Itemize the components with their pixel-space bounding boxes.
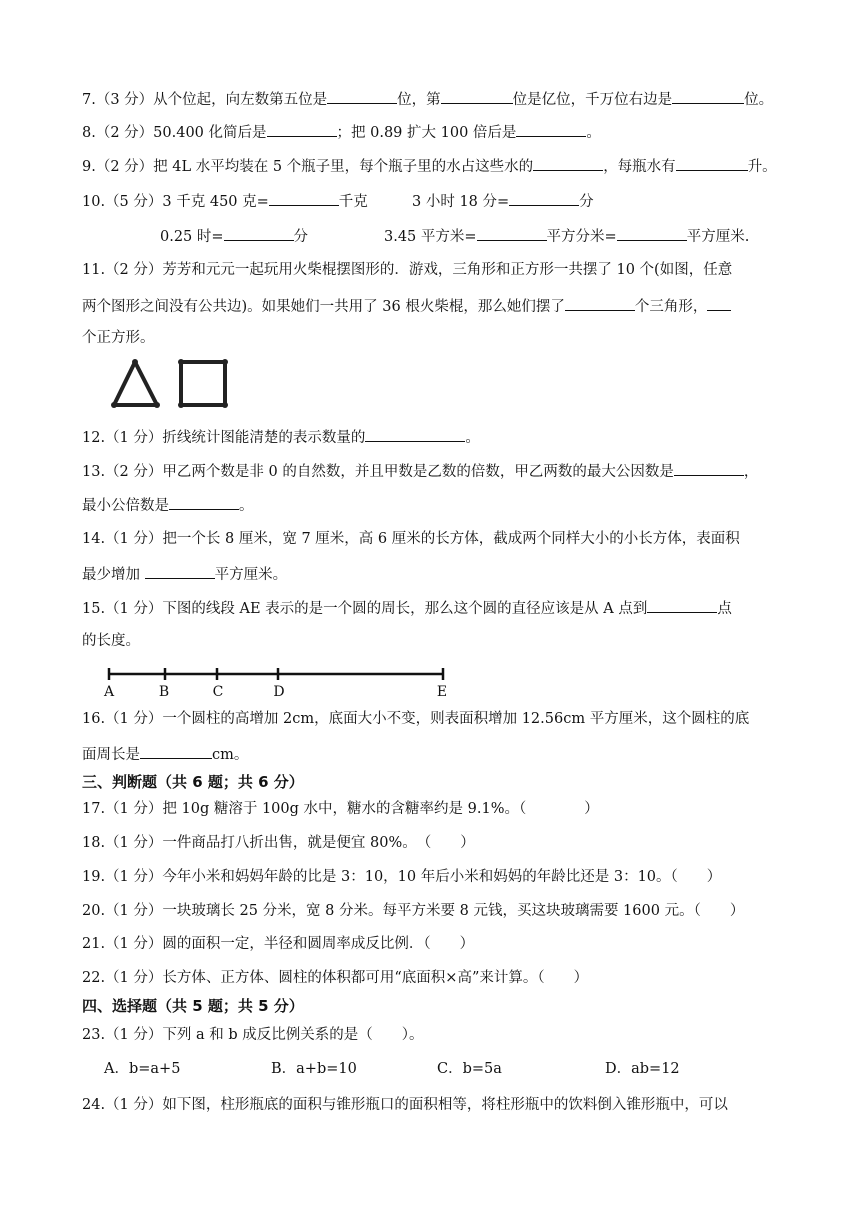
q10-text-h: 平方分米= [546,229,617,245]
segment-label-d: D [273,684,285,700]
option-c[interactable]: C．b=5a [437,1061,502,1077]
q9-text-c: 升。 [747,159,777,175]
option-a[interactable]: A．b=a+5 [104,1061,181,1077]
answer-blank[interactable] [477,225,547,241]
answer-blank[interactable] [674,460,744,476]
answer-blank[interactable] [140,743,212,759]
question-11-line1 [82,260,732,280]
answer-blank[interactable] [169,494,239,510]
question-7 [82,88,773,110]
matchstick-triangle [114,362,157,405]
q10-text-c: 3 小时 18 分= [412,194,510,210]
question-10-row2 [160,225,308,247]
question-16-line1 [82,709,749,729]
q7-text-d: 位。 [744,92,774,108]
question-15-line1 [82,597,732,619]
answer-blank[interactable] [533,155,603,171]
answer-blank[interactable] [565,295,635,311]
question-17: 17.（1 分）把 10g 糖溶于 100g 水中，糖水的含糖率约是 9.1%。（ ） [82,801,599,817]
q10-text-e: 0.25 时= [160,229,224,245]
answer-blank[interactable] [676,155,748,171]
q11-text-b: 两个图形之间没有公共边)。如果她们一共用了 36 根火柴棍，那么她们摆了 [82,299,565,315]
q14-text-c: 平方厘米。 [214,567,288,583]
q10-text-f: 分 [293,229,309,245]
answer-blank[interactable] [327,88,397,104]
q16-text-b: 面周长是 [82,747,140,763]
q7-text-b: 位，第 [397,92,441,108]
option-b[interactable]: B．a+b=10 [271,1061,357,1077]
segment-ae-figure [100,664,450,700]
question-14-line2 [82,563,287,585]
q15-text-c: 的长度。 [82,633,140,649]
question-11-line2 [82,295,731,317]
q9-text-a: 9.（2 分）把 4L 水平均装在 5 个瓶子里，每个瓶子里的水占这些水的 [82,159,534,175]
question-13-line1 [82,460,758,482]
option-d[interactable]: D．ab=12 [605,1061,680,1077]
question-9 [82,155,777,177]
q10-text-b: 千克 [338,194,368,210]
question-10-row1 [82,190,368,212]
q14-text-a: 14.（1 分）把一个长 8 厘米，宽 7 厘米，高 6 厘米的长方体，截成两个同样大小的小长方体，表面积 [82,531,740,547]
answer-blank[interactable] [509,190,579,206]
question-10-row2-right [384,225,749,247]
q14-text-b: 最少增加 [82,567,145,583]
q11-text-d: 个正方形。 [82,330,155,346]
q13-text-d: 。 [239,498,254,514]
question-16-line2 [82,743,248,765]
question-19: 19.（1 分）今年小米和妈妈年龄的比是 3：10，10 年后小米和妈妈的年龄比还是 3：10。（ ） [82,869,722,885]
q12-text-a: 12.（1 分）折线统计图能清楚的表示数量的 [82,430,366,446]
q8-text-b: ；把 0.89 扩大 100 倍后是 [336,125,517,141]
section-heading-judgement: 三、判断题（共 6 题；共 6 分） [82,773,304,791]
q13-text-b: ， [743,464,759,480]
question-18: 18.（1 分）一件商品打八折出售，就是便宜 80%。 （ ） [82,835,475,851]
question-22: 22.（1 分）长方体、正方体、圆柱的体积都可用“底面积×高”来计算。（ ） [82,970,589,986]
q8-text-a: 8.（2 分）50.400 化简后是 [82,125,267,141]
question-8 [82,121,601,143]
q8-text-c: 。 [586,125,601,141]
q13-text-a: 13.（2 分）甲乙两个数是非 0 的自然数，并且甲数是乙数的倍数，甲乙两数的最大公因数是 [82,464,674,480]
q10-text-d: 分 [579,194,594,210]
answer-blank[interactable] [441,88,513,104]
matchstick-figures [105,354,245,414]
answer-blank[interactable] [145,563,215,579]
question-23: 23.（1 分）下列 a 和 b 成反比例关系的是（ ）。 [82,1027,424,1043]
q10-text-a: 10.（5 分）3 千克 450 克= [82,194,269,210]
question-21: 21.（1 分）圆的面积一定，半径和圆周率成反比例．（ ） [82,936,475,952]
answer-blank[interactable] [617,225,687,241]
answer-blank[interactable] [707,295,731,311]
section-heading-choice: 四、选择题（共 5 题；共 5 分） [82,997,304,1015]
question-15-line2 [82,631,140,651]
question-20: 20.（1 分）一块玻璃长 25 分米，宽 8 分米。每平方米要 8 元钱，买这块玻璃需要 1600 元。（ ） [82,903,745,919]
q15-text-b: 点 [717,601,732,617]
q9-text-b: ，每瓶水有 [603,159,676,175]
matchstick-square [181,362,225,405]
segment-label-a: A [103,684,115,700]
answer-blank[interactable] [269,190,339,206]
question-24: 24.（1 分）如下图，柱形瓶底的面积与锥形瓶口的面积相等，将柱形瓶中的饮料倒入锥形瓶中，可以 [82,1097,728,1113]
q11-text-c: 个三角形， [634,299,708,315]
q15-text-a: 15.（1 分）下图的线段 AE 表示的是一个圆的周长，那么这个圆的直径应该是从 A 点到 [82,601,648,617]
question-11-line3 [82,328,155,348]
q16-text-a: 16.（1 分）一个圆柱的高增加 2cm，底面大小不变，则表面积增加 12.56cm 平方厘米，这个圆柱的底 [82,711,750,727]
answer-blank[interactable] [224,225,294,241]
q7-text-c: 位是亿位，千万位右边是 [512,92,673,108]
answer-blank[interactable] [516,121,586,137]
question-14-line1 [82,529,740,549]
segment-label-c: C [212,684,224,700]
q11-text-a: 11.（2 分）芳芳和元元一起玩用火柴棍摆图形的．游戏，三角形和正方形一共摆了 10 个(如图，任意 [82,262,733,278]
segment-label-e: E [436,684,448,700]
answer-blank[interactable] [647,597,717,613]
question-12 [82,426,480,448]
answer-blank[interactable] [672,88,744,104]
q7-text-a: 7.（3 分）从个位起，向左数第五位是 [82,92,328,108]
q10-text-g: 3.45 平方米= [384,229,477,245]
question-13-line2 [82,494,254,516]
q10-text-i: 平方厘米. [686,229,750,245]
answer-blank[interactable] [365,426,465,442]
q16-text-c: cm。 [212,747,249,763]
q12-text-b: 。 [465,430,480,446]
question-10-row1-right [412,190,594,212]
segment-label-b: B [158,684,170,700]
answer-blank[interactable] [267,121,337,137]
q13-text-c: 最小公倍数是 [82,498,169,514]
